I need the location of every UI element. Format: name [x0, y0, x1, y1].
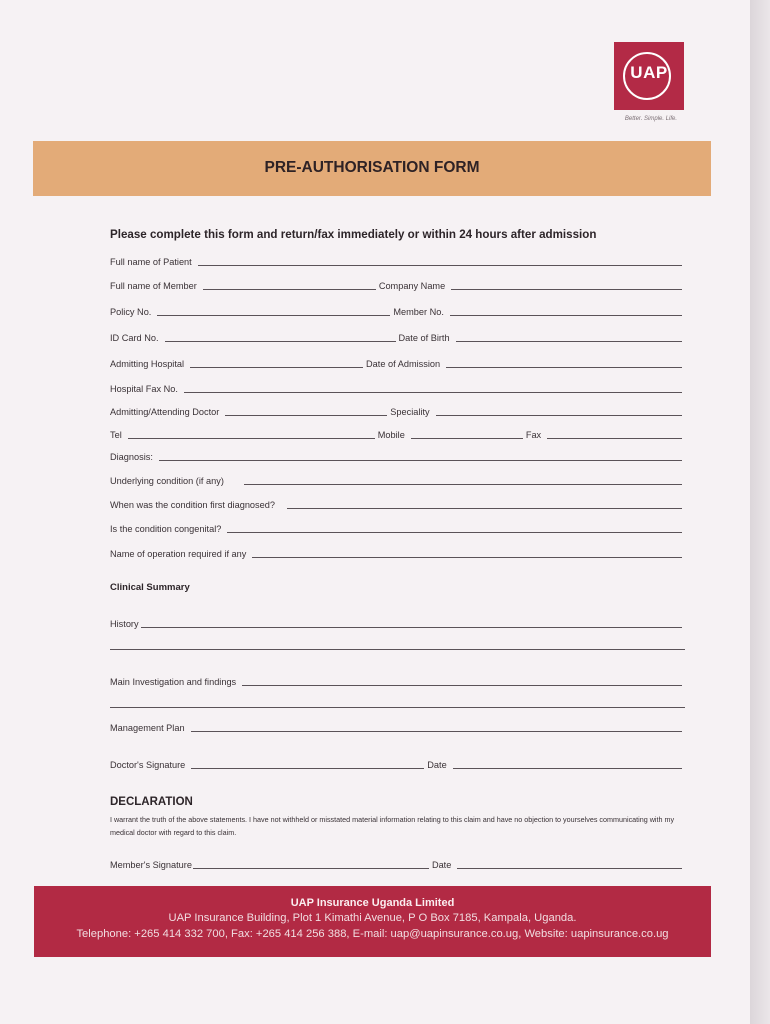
label-admitting-hospital: Admitting Hospital — [110, 359, 185, 369]
doctor-signature-field[interactable] — [191, 768, 424, 769]
first-diagnosed-field[interactable] — [287, 508, 682, 509]
admitting-hospital-field[interactable] — [190, 367, 363, 368]
label-tel: Tel — [110, 430, 122, 440]
label-first-diagnosed: When was the condition first diagnosed? — [110, 500, 275, 510]
field-row-operation — [110, 545, 685, 561]
investigation-field[interactable] — [242, 685, 682, 686]
field-row-congenital — [110, 520, 685, 536]
label-operation: Name of operation required if any — [110, 549, 247, 559]
history-field[interactable] — [141, 627, 682, 628]
company-footer — [34, 886, 711, 957]
hospital-fax-field[interactable] — [184, 392, 682, 393]
field-row-id — [110, 329, 685, 345]
label-doctor: Admitting/Attending Doctor — [110, 407, 220, 417]
field-row-diagnosis — [110, 448, 685, 464]
patient-name-field[interactable] — [198, 265, 682, 266]
date-of-birth-field[interactable] — [456, 341, 682, 342]
footer-contact: Telephone: +265 414 332 700, Fax: +265 414 256 388, E-mail: uap@uapinsurance.co.ug, Website: uapinsurance.co.ug — [76, 928, 669, 940]
logo-tagline: Better. Simple. Life. — [624, 116, 678, 122]
field-row-investigation — [110, 673, 685, 689]
congenital-field[interactable] — [227, 532, 682, 533]
field-row-patient — [110, 253, 685, 269]
field-row-doctor — [110, 403, 685, 419]
policy-no-field[interactable] — [157, 315, 390, 316]
field-row-history — [110, 615, 685, 631]
member-signature-field[interactable] — [193, 868, 429, 869]
id-card-no-field[interactable] — [165, 341, 396, 342]
history-field-line-2[interactable] — [110, 649, 685, 650]
member-name-field[interactable] — [203, 289, 376, 290]
label-investigation: Main Investigation and findings — [110, 677, 237, 687]
field-row-member-signature — [110, 856, 685, 872]
field-row-contact — [110, 426, 685, 442]
uap-logo — [614, 42, 684, 110]
label-underlying: Underlying condition (if any) — [110, 476, 224, 486]
title-banner — [33, 141, 711, 196]
label-doctor-signature: Doctor's Signature — [110, 760, 186, 770]
field-row-management — [110, 719, 685, 735]
label-member-name: Full name of Member — [110, 281, 197, 291]
declaration-heading: DECLARATION — [110, 796, 193, 808]
investigation-field-line-2[interactable] — [110, 707, 685, 708]
doctor-date-field[interactable] — [453, 768, 682, 769]
clinical-summary-heading: Clinical Summary — [110, 582, 190, 593]
member-no-field[interactable] — [450, 315, 682, 316]
declaration-text: I warrant the truth of the above statements. I have not withheld or misstated material information relating to this claim and have no objection to yourselves communicating with my medical doctor with regard to this claim. — [110, 815, 675, 837]
label-hospital-fax: Hospital Fax No. — [110, 384, 178, 394]
diagnosis-field[interactable] — [159, 460, 682, 461]
form-title: PRE-AUTHORISATION FORM — [264, 159, 480, 176]
field-row-underlying — [110, 472, 685, 488]
label-date-of-admission: Date of Admission — [366, 359, 441, 369]
logo-brand: UAP — [630, 63, 668, 82]
label-date-of-birth: Date of Birth — [398, 333, 450, 343]
label-id-card-no: ID Card No. — [110, 333, 159, 343]
label-speciality: Speciality — [390, 407, 430, 417]
field-row-doctor-signature — [110, 756, 685, 772]
label-member-signature: Member's Signature — [110, 860, 192, 870]
speciality-field[interactable] — [436, 415, 682, 416]
instruction-text: Please complete this form and return/fax immediately or within 24 hours after admission — [110, 228, 597, 241]
tel-field[interactable] — [128, 438, 375, 439]
operation-field[interactable] — [252, 557, 682, 558]
field-row-hospital — [110, 355, 685, 371]
company-name-field[interactable] — [451, 289, 682, 290]
label-diagnosis: Diagnosis: — [110, 452, 153, 462]
label-mobile: Mobile — [377, 430, 405, 440]
member-date-field[interactable] — [457, 868, 682, 869]
mobile-field[interactable] — [411, 438, 523, 439]
page-edge — [750, 0, 770, 1024]
field-row-first-diagnosed — [110, 496, 685, 512]
management-field[interactable] — [191, 731, 682, 732]
label-member-no: Member No. — [393, 307, 444, 317]
label-patient-name: Full name of Patient — [110, 257, 192, 267]
field-row-policy — [110, 303, 685, 319]
underlying-field[interactable] — [244, 484, 682, 485]
label-doctor-date: Date — [427, 760, 447, 770]
field-row-hospital-fax — [110, 380, 685, 396]
label-fax: Fax — [525, 430, 542, 440]
label-management: Management Plan — [110, 723, 185, 733]
label-member-date: Date — [431, 860, 452, 870]
footer-company: UAP Insurance Uganda Limited — [290, 897, 455, 909]
footer-address: UAP Insurance Building, Plot 1 Kimathi Avenue, P O Box 7185, Kampala, Uganda. — [168, 912, 577, 924]
date-of-admission-field[interactable] — [446, 367, 682, 368]
label-policy-no: Policy No. — [110, 307, 152, 317]
label-company-name: Company Name — [378, 281, 446, 291]
field-row-member — [110, 277, 685, 293]
label-history: History — [110, 619, 139, 629]
label-congenital: Is the condition congenital? — [110, 524, 222, 534]
fax-field[interactable] — [547, 438, 682, 439]
doctor-field[interactable] — [225, 415, 387, 416]
